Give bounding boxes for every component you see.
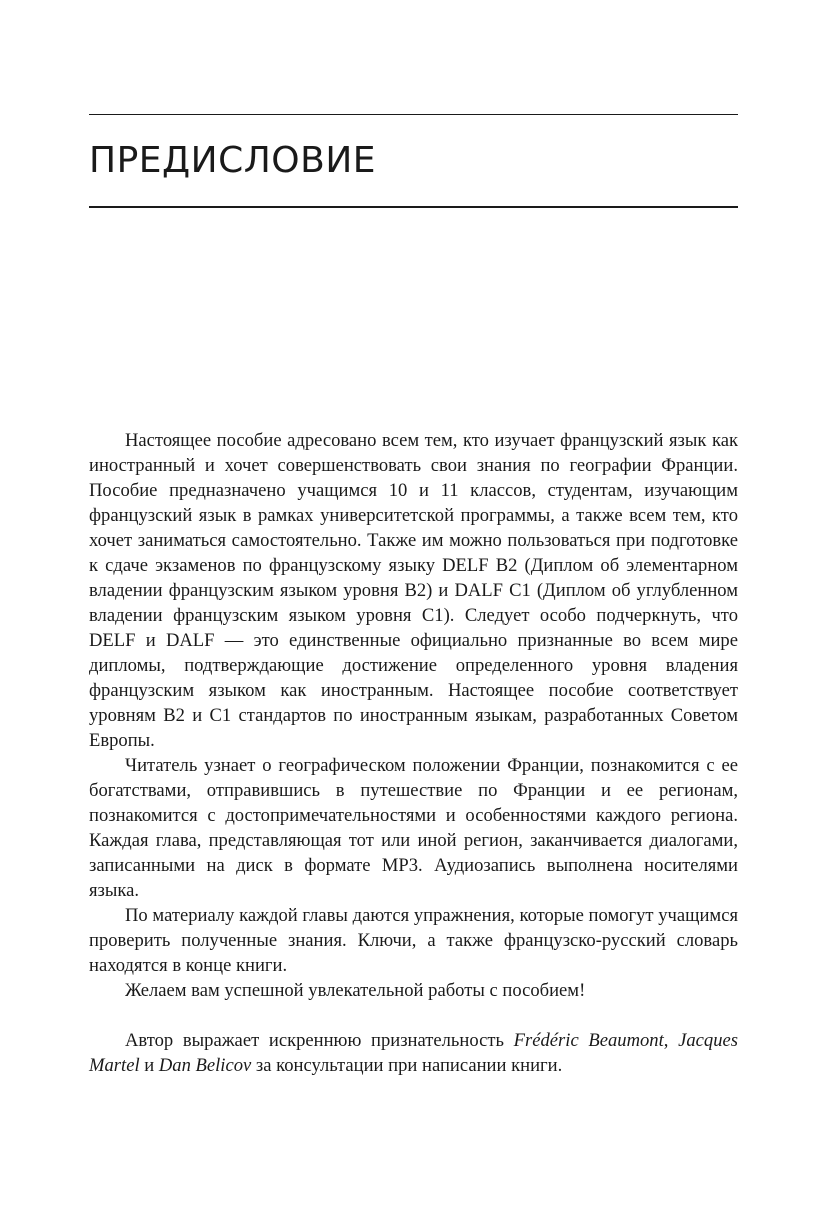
page-title: ПРЕДИСЛОВИЕ [89,140,376,181]
ack-prefix: Автор выражает искреннюю признательность [125,1030,514,1051]
paragraph-intro: Настоящее пособие адресовано всем тем, кто изучает французский язык как иностранный и хочет совершенствовать свои знания по географии Франции. Пособие предназначено учащимся 10 и 11 классов, студентам, изучающим французский язык в рамках университетской программы, а также всем тем, кто хочет заниматься самостоятельно. Также им можно пользоваться при подготовке к сдаче экзаменов по французскому языку DELF B2 (Диплом об элементарном владении французским языком уровня B2) и DALF C1 (Диплом об углубленном владении французским языком уровня C1). Следует особо подчеркнуть, что DELF и DALF — это единственные официально признанные во всем мире дипломы, подтверждающие достижение определенного уровня владения французским языком как иностранным. Настоящее пособие соответствует уровням B2 и C1 стандартов по иностранным языкам, разработанных Советом Европы. [89,430,738,751]
paragraph-acknowledgement [89,1028,738,1078]
ack-name-beaumont: Frédéric Beaumont [513,1030,664,1051]
paragraph-exercises: По материалу каждой главы даются упражнения, которые помогут учащимся проверить полученные знания. Ключи, а также французско-русский словарь находятся в конце книги. [89,905,738,976]
ack-suffix: за консультации при написании книги. [251,1055,563,1076]
title-underline [89,206,738,208]
top-rule [89,114,738,115]
paragraph-content: Читатель узнает о географическом положении Франции, познакомится с ее богатствами, отправившись в путешествие по Франции и ее регионам, познакомится с достопримечательностями и особенностями каждого региона. Каждая глава, представляющая тот или иной регион, заканчивается диалогами, записанными на диск в формате MP3. Аудиозапись выполнена носителями языка. [89,755,738,901]
ack-conjunction: и [139,1055,159,1076]
ack-name-martel: Jacques Martel [89,1030,738,1076]
paragraph-wishes: Желаем вам успешной увлекательной работы с пособием! [125,980,586,1001]
ack-name-belicov: Dan Belicov [158,1055,252,1076]
preface-body [89,428,738,1078]
ack-separator: , [663,1030,679,1051]
